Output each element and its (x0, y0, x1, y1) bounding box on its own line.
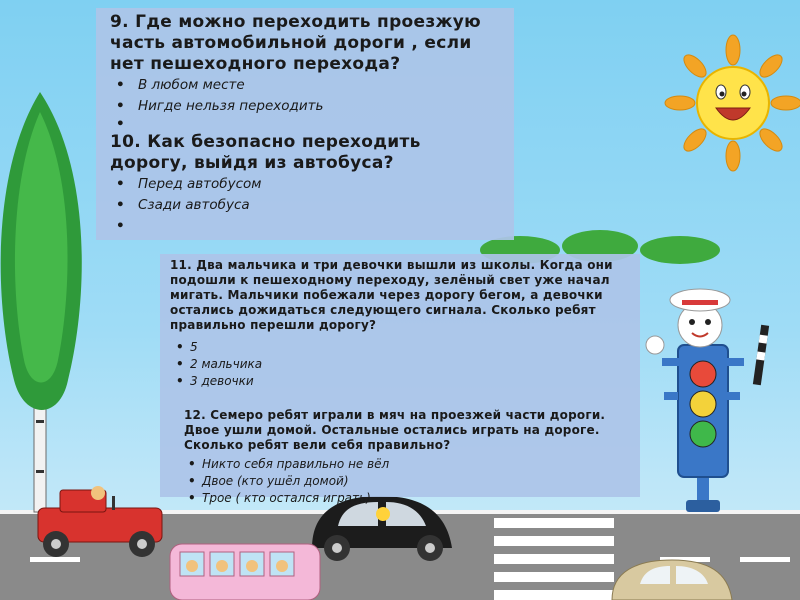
answer-option[interactable]: • Трое ( кто остался играть) (202, 490, 628, 507)
traffic-light-character-icon (646, 289, 769, 512)
question-11-title: 11. Два мальчика и три девочки вышли из школы. Когда они подошли к пешеходному переходу, зелёный свет уже начал мигать. Мальчики побежали через дорогу бегом, а девочки остались дожидаться следующего сигнала. Сколько ребят правильно перешли дорогу? (170, 258, 613, 332)
question-10-title: 10. Как безопасно переходить дорогу, выйдя из автобуса? (110, 132, 421, 173)
answer-option[interactable]: • Никто себя правильно не вёл (202, 456, 628, 473)
question-11-answers (170, 339, 628, 390)
question-9-answers (110, 75, 496, 132)
answer-option[interactable] (138, 117, 496, 132)
answer-option[interactable]: • 5 (190, 339, 628, 356)
quiz-card-bottom (160, 254, 640, 505)
answer-option[interactable]: • Нигде нельзя переходить (138, 96, 496, 117)
question-9-title: 9. Где можно переходить проезжую часть автомобильной дороги , если нет пешеходного перехода? (110, 12, 481, 74)
answer-option[interactable]: • В любом месте (138, 75, 496, 96)
answer-option[interactable]: • Двое (кто ушёл домой) (202, 473, 628, 490)
smiling-sun-icon (665, 35, 800, 171)
answer-option[interactable]: • 2 мальчика (190, 356, 628, 373)
answer-option[interactable]: • Сзади автобуса (138, 195, 496, 216)
question-12-title: 12. Семеро ребят играли в мяч на проезжей части дороги. Двое ушли домой. Остальные остались играть на дороге. Сколько ребят вели себя правильно? (184, 408, 606, 452)
question-10-answers (110, 174, 496, 233)
answer-option[interactable]: • Перед автобусом (138, 174, 496, 195)
pink-bus-icon (170, 544, 320, 600)
quiz-card-top (96, 8, 514, 240)
answer-option[interactable] (138, 216, 496, 233)
question-12-answers (170, 456, 628, 507)
answer-option[interactable]: • 3 девочки (190, 373, 628, 390)
birch-tree-icon (1, 92, 82, 512)
